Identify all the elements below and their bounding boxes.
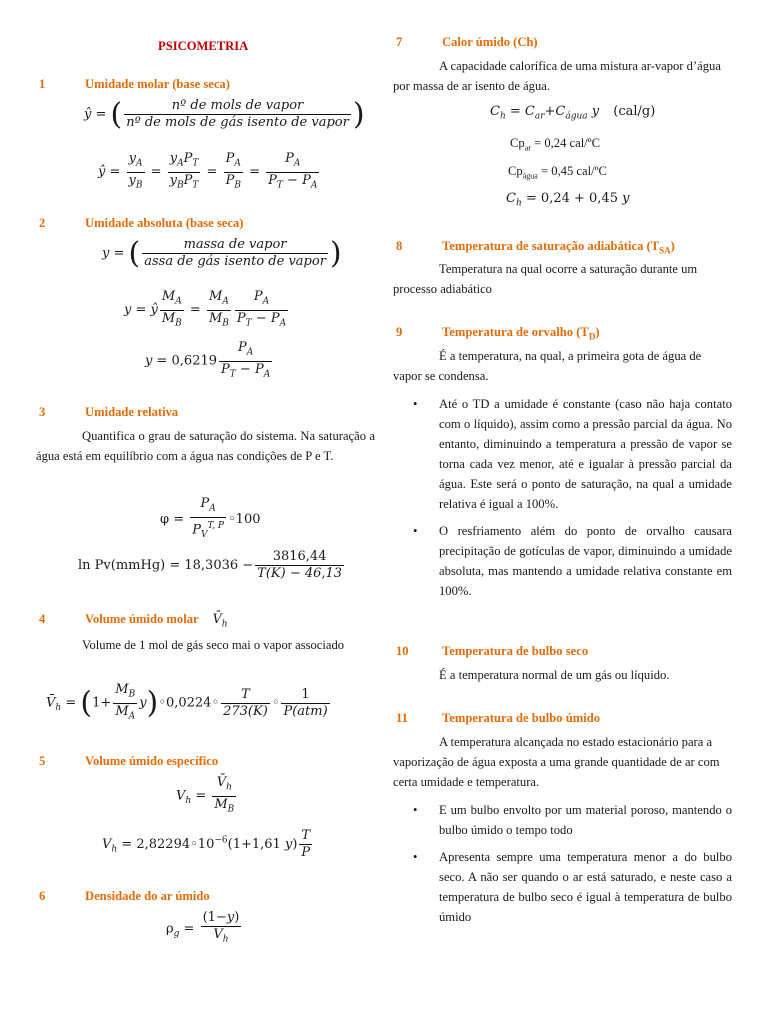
bullet-icon: • bbox=[413, 850, 418, 864]
section-11-heading bbox=[396, 711, 600, 726]
constant: 2,82294 bbox=[136, 837, 191, 852]
list-item-text: Até o TD a umidade é constante (caso não haja contato com o líquido), assim como a pressão parcial da água. No entanto, diminuindo a temperatura a pressão de vapor se torna cada vez menor, até e igualar à pressão parcial da água. Este será o ponto de saturação, na qual a umidade relativa é igual a 100%. bbox=[439, 397, 732, 511]
section-number: 8 bbox=[396, 239, 403, 253]
equation-molar-humidity-pressures: ŷ = $\frac{y_A}{y_B}$ = $\frac{y_AP_T}{y_BP_T}$ = $\frac{P_A}{P_B}$ = $\frac{P_A}{P_T - P_A}$ bbox=[98, 151, 321, 193]
equation-molar-humid-volume: $V̄_h = (1+$ $\frac{M_B}{M_A}$ y)◦0,0224◦ $\frac{T}{273(K)}$ ◦ $\frac{1}{\text{P(atm)}}$ bbox=[46, 682, 332, 724]
section-number: 6 bbox=[39, 889, 46, 903]
list-item bbox=[393, 847, 732, 927]
section-8-heading bbox=[396, 239, 675, 256]
bullet-icon: • bbox=[413, 524, 418, 538]
section-title: Temperatura de orvalho $(T_D)$ bbox=[442, 325, 600, 342]
equation-vapor-pressure-antoine bbox=[78, 549, 346, 582]
section-title: Volume úmido molar bbox=[85, 612, 199, 626]
fraction-denominator: nº de mols de gás isento de vapor bbox=[126, 115, 349, 130]
exponent: −6 bbox=[214, 835, 228, 846]
section-3-heading bbox=[39, 405, 178, 420]
section-11-bullet-list bbox=[393, 800, 732, 934]
cp-air-value: $Cp_{ar} = 0,24$ cal/ºC bbox=[510, 136, 600, 153]
section-title: Volume úmido específico bbox=[85, 754, 219, 768]
list-item-text: O resfriamento além do ponto de orvalho causara precipitação de gotículas de vapor, diminuindo a umidade absoluta, mas mantendo a umidade relativa constante em 100%. bbox=[439, 524, 732, 598]
equation-humid-heat: $C_h = C_{ar}+C_{água}$ y (cal/g) bbox=[490, 104, 656, 122]
constant: 0,0224 bbox=[165, 695, 212, 711]
equation-humid-heat-numeric: $C_h = 0,24 + 0,45$ y bbox=[506, 191, 630, 209]
list-item bbox=[393, 521, 732, 601]
fraction-numerator: massa de vapor bbox=[183, 237, 287, 252]
section-5-heading bbox=[39, 754, 218, 769]
coefficients: 0,24 + 0,45 bbox=[540, 191, 618, 206]
unit: (cal/g) bbox=[613, 104, 656, 119]
equation-specific-humid-volume: $V_h$ = $\frac{V̄_h}{M_B}$ bbox=[176, 775, 238, 817]
constant: 0,6219 bbox=[171, 353, 218, 369]
section-7-text: A capacidade calorífica de uma mistura ar-vapor d’água por massa de ar isento de água. bbox=[393, 59, 721, 93]
section-number: 9 bbox=[396, 325, 403, 339]
page-title: PSICOMETRIA bbox=[158, 39, 249, 53]
list-item-text: E um bulbo envolto por um material poroso, mantendo o bulbo úmido o tempo todo bbox=[439, 803, 732, 837]
section-6-heading bbox=[39, 889, 210, 904]
section-number: 7 bbox=[396, 35, 403, 49]
fraction-denominator: assa de gás isento de vapor bbox=[144, 254, 326, 269]
section-title: Temperatura de saturação adiabática $(T_{SA})$ bbox=[442, 239, 675, 256]
section-4-heading: 4 Volume úmido molar $V̄_h$ bbox=[39, 611, 228, 630]
section-1-heading bbox=[39, 77, 230, 92]
list-item bbox=[393, 394, 732, 514]
list-item-text: Apresenta sempre uma temperatura menor a do bulbo seco. A não ser quando o ar está saturado, e neste caso a temperatura de bulbo seco é igual à temperatura de bulbo úmido bbox=[439, 850, 732, 924]
section-9-heading bbox=[396, 325, 600, 342]
section-title: Umidade molar (base seca) bbox=[85, 77, 230, 91]
list-item bbox=[393, 800, 732, 840]
section-3-text: Quantifica o grau de saturação do sistema. Na saturação a água está em equilíbrio com a água nas condições de P e T. bbox=[36, 429, 375, 463]
equation-absolute-humidity-definition: y = ( $\frac{\text{massa de vapor}}{\text{assa de gás isento de vapor}}$ ) bbox=[102, 236, 342, 271]
section-number: 3 bbox=[39, 405, 46, 419]
bullet-icon: • bbox=[413, 397, 418, 411]
section-10-text: É a temperatura normal de um gás ou líquido. bbox=[439, 668, 670, 682]
equation-relative-humidity: φ = $\frac{P_A}{P_V^{T, P}}$ ◦100 bbox=[160, 496, 260, 543]
coefficient: 1,61 bbox=[251, 837, 281, 852]
section-4-text: Volume de 1 mol de gás seco mai o vapor associado bbox=[82, 638, 345, 652]
equation-specific-humid-volume-numeric: $V_h$ = $2,82294◦10^{-6}(1+1,61$ y) $\frac{T}{P}$ bbox=[102, 828, 311, 860]
cp-water-value: $Cp_{água} = 0,45$ cal/ºC bbox=[508, 164, 607, 181]
section-title: Temperatura de bulbo seco bbox=[442, 644, 589, 658]
bullet-icon: • bbox=[413, 803, 418, 817]
section-title: Densidade do ar úmido bbox=[85, 889, 210, 903]
equation-absolute-humidity-air-water: y = 0,6219 $\frac{P_A}{P_T - P_A}$ bbox=[145, 340, 274, 382]
section-number: 2 bbox=[39, 216, 46, 230]
equation-absolute-humidity-molar-mass: y = ŷ $\frac{M_A}{M_B}$ = $\frac{M_A}{M_B}$ $\frac{P_A}{P_T - P_A}$ bbox=[124, 289, 290, 331]
section-title: Temperatura de bulbo úmido bbox=[442, 711, 601, 725]
section-10-heading bbox=[396, 644, 588, 659]
section-title: Calor úmido (Ch) bbox=[442, 35, 538, 49]
equation-molar-humidity-definition: ŷ = ( $\frac{\text{nº de mols de vapor}}{\text{nº de mols de gás isento de vapor}}$ ) bbox=[84, 97, 365, 132]
section-number: 5 bbox=[39, 754, 46, 768]
section-11-text: A temperatura alcançada no estado estacionário para a vaporização de água exposta a uma grande quantidade de ar com certa umidade e temperatura. bbox=[393, 735, 720, 789]
section-2-heading bbox=[39, 216, 243, 231]
section-number: 1 bbox=[39, 77, 46, 91]
equation-humid-air-density: $\rho_g$ = $\frac{(1-y)}{V_h}$ bbox=[166, 910, 243, 948]
section-number: 11 bbox=[396, 711, 408, 725]
section-number: 10 bbox=[396, 644, 409, 658]
fraction-numerator: nº de mols de vapor bbox=[171, 98, 304, 113]
fraction-denominator: T(K) − 46,13 bbox=[257, 566, 343, 581]
section-number: 4 bbox=[39, 612, 46, 626]
section-title: Umidade absoluta (base seca) bbox=[85, 216, 244, 230]
section-9-bullet-list bbox=[393, 394, 732, 608]
fraction-numerator: 3816,44 bbox=[272, 549, 327, 564]
section-9-text: É a temperatura, na qual, a primeira gota de água de vapor se condensa. bbox=[393, 349, 702, 383]
equation-lhs: ln Pv(mmHg) = 18,3036 − bbox=[78, 558, 254, 573]
section-7-heading bbox=[396, 35, 538, 50]
section-8-text: Temperatura na qual ocorre a saturação durante um processo adiabático bbox=[393, 262, 698, 296]
section-title: Umidade relativa bbox=[85, 405, 179, 419]
